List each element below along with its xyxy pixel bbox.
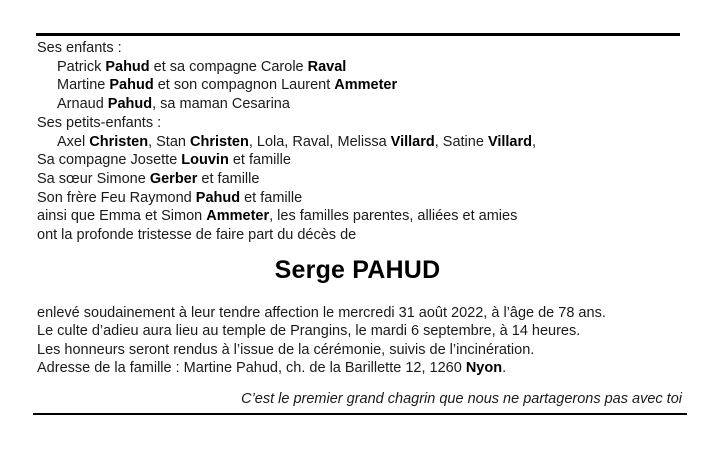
notice-line: Axel Christen, Stan Christen, Lola, Raval, Melissa Villard, Satine Villard, — [57, 133, 537, 150]
notice-line: Les honneurs seront rendus à l’issue de la cérémonie, suivis de l’incinération. — [37, 341, 535, 358]
notice-line: Sa compagne Josette Louvin et famille — [37, 152, 291, 169]
notice-line: enlevé soudainement à leur tendre affection le mercredi 31 août 2022, à l’âge de 78 ans. — [37, 305, 606, 321]
notice-line: Arnaud Pahud, sa maman Cesarina — [57, 96, 290, 113]
notice-line: Ses petits-enfants : — [37, 114, 162, 131]
epitaph-quote: C’est le premier grand chagrin que nous ne partagerons pas avec toi — [241, 391, 682, 407]
notice-line: Adresse de la famille : Martine Pahud, ch. de la Barillette 12, 1260 Nyon. — [37, 359, 507, 376]
notice-line: Patrick Pahud et sa compagne Carole Raval — [57, 58, 347, 75]
notice-line: Le culte d’adieu aura lieu au temple de Prangins, le mardi 6 septembre, à 14 heures. — [37, 323, 581, 340]
bottom-rule — [33, 413, 687, 415]
family-list — [37, 39, 682, 245]
top-rule — [36, 33, 680, 36]
notice-line: ont la profonde tristesse de faire part du décès de — [37, 227, 357, 244]
notice-line: Sa sœur Simone Gerber et famille — [37, 170, 260, 187]
funeral-details — [37, 304, 687, 377]
notice-line: Martine Pahud et son compagnon Laurent Ammeter — [57, 77, 398, 94]
notice-line: ainsi que Emma et Simon Ammeter, les familles parentes, alliées et amies — [37, 208, 518, 225]
notice-line: Son frère Feu Raymond Pahud et famille — [37, 189, 303, 206]
deceased-name: Serge PAHUD — [274, 256, 441, 284]
notice-line: Ses enfants : — [37, 40, 122, 56]
